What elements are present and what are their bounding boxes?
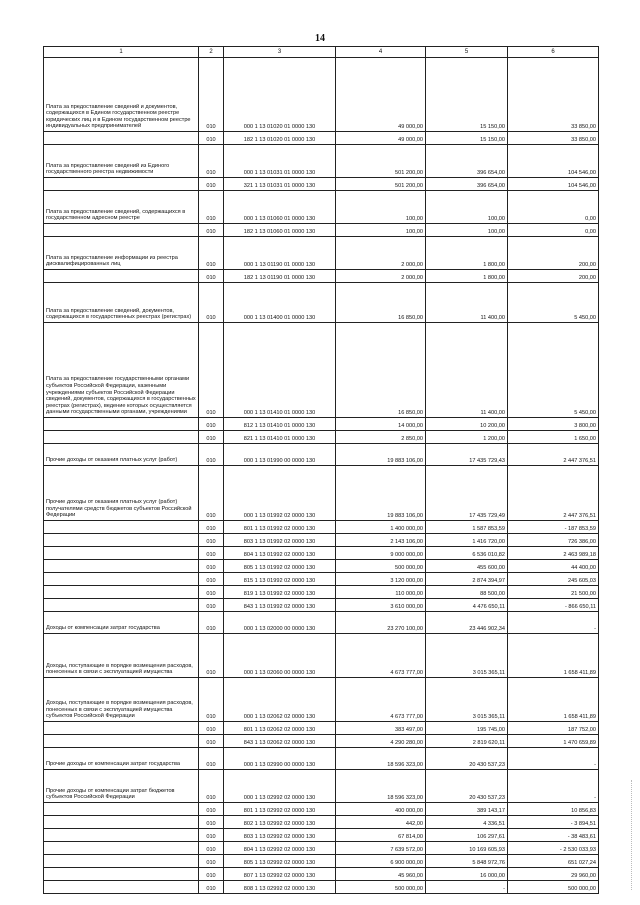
row-remainder-cell: 33 850,00: [508, 132, 599, 145]
row-kbk-cell: 000 1 13 01992 02 0000 130: [224, 466, 336, 521]
table-row: [44, 816, 599, 829]
header-col-3: 3: [224, 47, 336, 58]
row-code-cell: 010: [199, 224, 224, 237]
row-name-cell: [44, 547, 199, 560]
row-actual-cell: 15 150,00: [426, 58, 508, 132]
row-plan-cell: 100,00: [336, 191, 426, 224]
row-actual-cell: 4 336,51: [426, 816, 508, 829]
table-row: [44, 178, 599, 191]
row-code-cell: 010: [199, 868, 224, 881]
row-remainder-cell: -: [508, 612, 599, 634]
row-name-cell: Плата за предоставление сведений, содержащихся в государственном адресном реестре: [44, 191, 199, 224]
row-name-cell: Прочие доходы от оказания платных услуг (работ): [44, 444, 199, 466]
row-actual-cell: 17 435 729,49: [426, 466, 508, 521]
row-name-cell: [44, 132, 199, 145]
page-number: 14: [315, 33, 325, 44]
row-name-cell: Плата за предоставление государственными органами субъектов Российской Федерации, казенными учреждениями субъектов Российской Федерации сведений, документов, содержащихся в государственных реестрах (регистрах), ведение которых осуществляется данными государственными органами, учреждениями: [44, 323, 199, 418]
row-kbk-cell: 807 1 13 02992 02 0000 130: [224, 868, 336, 881]
row-plan-cell: 19 883 106,00: [336, 444, 426, 466]
row-actual-cell: 1 800,00: [426, 237, 508, 270]
row-kbk-cell: 801 1 13 02062 02 0000 130: [224, 722, 336, 735]
row-plan-cell: 4 673 777,00: [336, 634, 426, 678]
row-code-cell: 010: [199, 431, 224, 444]
row-remainder-cell: 651 027,24: [508, 855, 599, 868]
row-code-cell: 010: [199, 678, 224, 722]
row-plan-cell: 2 000,00: [336, 270, 426, 283]
row-code-cell: 010: [199, 829, 224, 842]
row-name-cell: [44, 881, 199, 894]
row-kbk-cell: 000 1 13 02990 00 0000 130: [224, 748, 336, 770]
row-actual-cell: 100,00: [426, 191, 508, 224]
row-remainder-cell: 200,00: [508, 270, 599, 283]
row-name-cell: Доходы, поступающие в порядке возмещения расходов, понесенных в связи с эксплуатацией имущества: [44, 634, 199, 678]
row-plan-cell: 2 000,00: [336, 237, 426, 270]
table-row: [44, 586, 599, 599]
header-col-2: 2: [199, 47, 224, 58]
row-name-cell: [44, 178, 199, 191]
row-code-cell: 010: [199, 191, 224, 224]
row-kbk-cell: 321 1 13 01031 01 0000 130: [224, 178, 336, 191]
row-name-cell: [44, 560, 199, 573]
row-plan-cell: 49 000,00: [336, 132, 426, 145]
row-remainder-cell: 0,00: [508, 224, 599, 237]
row-plan-cell: 14 000,00: [336, 418, 426, 431]
row-actual-cell: 4 476 650,11: [426, 599, 508, 612]
row-plan-cell: 400 000,00: [336, 803, 426, 816]
row-plan-cell: 45 960,00: [336, 868, 426, 881]
row-remainder-cell: - 187 853,59: [508, 521, 599, 534]
row-code-cell: 010: [199, 237, 224, 270]
row-actual-cell: 396 654,00: [426, 145, 508, 178]
row-plan-cell: 16 850,00: [336, 323, 426, 418]
row-plan-cell: 16 850,00: [336, 283, 426, 323]
table-row: [44, 829, 599, 842]
row-code-cell: 010: [199, 283, 224, 323]
table-row: [44, 881, 599, 894]
row-actual-cell: 88 500,00: [426, 586, 508, 599]
row-plan-cell: 500 000,00: [336, 560, 426, 573]
row-actual-cell: 1 200,00: [426, 431, 508, 444]
table-row: [44, 323, 599, 418]
row-remainder-cell: 1 470 659,89: [508, 735, 599, 748]
table-row: [44, 237, 599, 270]
row-plan-cell: 100,00: [336, 224, 426, 237]
revenue-table: [43, 46, 599, 894]
table-row: [44, 444, 599, 466]
row-actual-cell: 2 819 620,11: [426, 735, 508, 748]
row-remainder-cell: 726 386,00: [508, 534, 599, 547]
row-kbk-cell: 182 1 13 01190 01 0000 130: [224, 270, 336, 283]
table-row: [44, 855, 599, 868]
row-kbk-cell: 182 1 13 01060 01 0000 130: [224, 224, 336, 237]
table-row: [44, 224, 599, 237]
row-code-cell: 010: [199, 132, 224, 145]
table-row: [44, 418, 599, 431]
row-name-cell: [44, 586, 199, 599]
row-remainder-cell: -: [508, 770, 599, 803]
row-kbk-cell: 843 1 13 01992 02 0000 130: [224, 599, 336, 612]
row-name-cell: Доходы от компенсации затрат государства: [44, 612, 199, 634]
row-kbk-cell: 804 1 13 02992 02 0000 130: [224, 842, 336, 855]
row-kbk-cell: 000 1 13 01060 01 0000 130: [224, 191, 336, 224]
row-code-cell: 010: [199, 547, 224, 560]
row-plan-cell: 19 883 106,00: [336, 466, 426, 521]
table-row: [44, 842, 599, 855]
row-kbk-cell: 819 1 13 01992 02 0000 130: [224, 586, 336, 599]
row-kbk-cell: 812 1 13 01410 01 0000 130: [224, 418, 336, 431]
row-plan-cell: 9 000 000,00: [336, 547, 426, 560]
row-kbk-cell: 802 1 13 02992 02 0000 130: [224, 816, 336, 829]
row-code-cell: 010: [199, 722, 224, 735]
table-row: [44, 547, 599, 560]
row-plan-cell: 1 400 000,00: [336, 521, 426, 534]
row-name-cell: [44, 735, 199, 748]
row-code-cell: 010: [199, 881, 224, 894]
row-plan-cell: 67 814,00: [336, 829, 426, 842]
row-actual-cell: 1 800,00: [426, 270, 508, 283]
row-actual-cell: 16 000,00: [426, 868, 508, 881]
header-col-6: 6: [508, 47, 599, 58]
row-actual-cell: 3 015 365,11: [426, 634, 508, 678]
table-row: [44, 868, 599, 881]
row-kbk-cell: 843 1 13 02062 02 0000 130: [224, 735, 336, 748]
table-row: [44, 283, 599, 323]
row-kbk-cell: 803 1 13 01992 02 0000 130: [224, 534, 336, 547]
row-name-cell: [44, 270, 199, 283]
table-row: [44, 770, 599, 803]
row-plan-cell: 6 900 000,00: [336, 855, 426, 868]
row-code-cell: 010: [199, 586, 224, 599]
row-remainder-cell: 500 000,00: [508, 881, 599, 894]
row-actual-cell: 1 587 853,59: [426, 521, 508, 534]
row-code-cell: 010: [199, 735, 224, 748]
row-plan-cell: 7 639 572,00: [336, 842, 426, 855]
row-kbk-cell: 000 1 13 01031 01 0000 130: [224, 145, 336, 178]
row-name-cell: [44, 803, 199, 816]
row-actual-cell: -: [426, 881, 508, 894]
row-remainder-cell: - 38 483,61: [508, 829, 599, 842]
row-actual-cell: 106 297,61: [426, 829, 508, 842]
row-code-cell: 010: [199, 612, 224, 634]
row-name-cell: Доходы, поступающие в порядке возмещения расходов, понесенных в связи с эксплуатацией имущества субъектов Российской Федерации: [44, 678, 199, 722]
row-actual-cell: 10 169 605,93: [426, 842, 508, 855]
row-code-cell: 010: [199, 634, 224, 678]
row-actual-cell: 20 430 537,23: [426, 748, 508, 770]
row-kbk-cell: 000 1 13 01410 01 0000 130: [224, 323, 336, 418]
row-code-cell: 010: [199, 560, 224, 573]
row-remainder-cell: 1 658 411,89: [508, 634, 599, 678]
row-plan-cell: 3 120 000,00: [336, 573, 426, 586]
row-name-cell: [44, 573, 199, 586]
table-header-row: [44, 47, 599, 58]
row-plan-cell: 501 200,00: [336, 178, 426, 191]
row-plan-cell: 49 000,00: [336, 58, 426, 132]
row-name-cell: [44, 224, 199, 237]
row-name-cell: Прочие доходы от компенсации затрат бюджетов субъектов Российской Федерации: [44, 770, 199, 803]
row-kbk-cell: 801 1 13 01992 02 0000 130: [224, 521, 336, 534]
row-remainder-cell: 187 752,00: [508, 722, 599, 735]
row-remainder-cell: - 3 894,51: [508, 816, 599, 829]
table-row: [44, 521, 599, 534]
row-plan-cell: 500 000,00: [336, 881, 426, 894]
row-code-cell: 010: [199, 770, 224, 803]
row-name-cell: Плата за предоставление сведений из Единого государственного реестра недвижимости: [44, 145, 199, 178]
row-actual-cell: 20 430 537,23: [426, 770, 508, 803]
table-row: [44, 803, 599, 816]
row-name-cell: [44, 829, 199, 842]
row-name-cell: [44, 842, 199, 855]
row-code-cell: 010: [199, 842, 224, 855]
row-code-cell: 010: [199, 816, 224, 829]
row-remainder-cell: 104 546,00: [508, 145, 599, 178]
row-kbk-cell: 000 1 13 01190 01 0000 130: [224, 237, 336, 270]
row-code-cell: 010: [199, 599, 224, 612]
row-code-cell: 010: [199, 521, 224, 534]
table-row: [44, 191, 599, 224]
row-kbk-cell: 805 1 13 02992 02 0000 130: [224, 855, 336, 868]
row-plan-cell: 442,00: [336, 816, 426, 829]
row-code-cell: 010: [199, 145, 224, 178]
header-col-4: 4: [336, 47, 426, 58]
row-remainder-cell: 5 450,00: [508, 283, 599, 323]
row-remainder-cell: 5 450,00: [508, 323, 599, 418]
row-kbk-cell: 000 1 13 01400 01 0000 130: [224, 283, 336, 323]
row-name-cell: [44, 599, 199, 612]
row-kbk-cell: 182 1 13 01020 01 0000 130: [224, 132, 336, 145]
row-code-cell: 010: [199, 178, 224, 191]
row-remainder-cell: 200,00: [508, 237, 599, 270]
row-actual-cell: 3 015 365,11: [426, 678, 508, 722]
row-remainder-cell: -: [508, 748, 599, 770]
row-kbk-cell: 805 1 13 01992 02 0000 130: [224, 560, 336, 573]
table-row: [44, 466, 599, 521]
row-name-cell: [44, 431, 199, 444]
row-remainder-cell: 1 650,00: [508, 431, 599, 444]
table-row: [44, 560, 599, 573]
row-name-cell: Плата за предоставление сведений и документов, содержащихся в Едином государственном реестре юридических лиц и в Едином государственном реестре индивидуальных предпринимателей: [44, 58, 199, 132]
row-actual-cell: 455 600,00: [426, 560, 508, 573]
row-remainder-cell: - 866 650,11: [508, 599, 599, 612]
row-kbk-cell: 801 1 13 02992 02 0000 130: [224, 803, 336, 816]
table-row: [44, 678, 599, 722]
row-remainder-cell: 0,00: [508, 191, 599, 224]
row-name-cell: [44, 418, 199, 431]
table-row: [44, 145, 599, 178]
row-code-cell: 010: [199, 270, 224, 283]
row-code-cell: 010: [199, 58, 224, 132]
row-actual-cell: 11 400,00: [426, 323, 508, 418]
row-actual-cell: 2 874 394,97: [426, 573, 508, 586]
row-name-cell: [44, 521, 199, 534]
row-actual-cell: 23 446 902,34: [426, 612, 508, 634]
row-actual-cell: 5 848 972,76: [426, 855, 508, 868]
table-row: [44, 748, 599, 770]
row-remainder-cell: 1 658 411,89: [508, 678, 599, 722]
row-code-cell: 010: [199, 323, 224, 418]
row-kbk-cell: 000 1 13 01020 01 0000 130: [224, 58, 336, 132]
header-col-5: 5: [426, 47, 508, 58]
row-code-cell: 010: [199, 748, 224, 770]
row-actual-cell: 15 150,00: [426, 132, 508, 145]
row-code-cell: 010: [199, 534, 224, 547]
row-remainder-cell: 2 447 376,51: [508, 466, 599, 521]
row-remainder-cell: 10 856,83: [508, 803, 599, 816]
row-plan-cell: 3 610 000,00: [336, 599, 426, 612]
row-kbk-cell: 000 1 13 02992 02 0000 130: [224, 770, 336, 803]
row-plan-cell: 2 143 106,00: [336, 534, 426, 547]
table-row: [44, 270, 599, 283]
row-actual-cell: 6 536 010,82: [426, 547, 508, 560]
row-actual-cell: 396 654,00: [426, 178, 508, 191]
row-code-cell: 010: [199, 573, 224, 586]
row-plan-cell: 4 290 280,00: [336, 735, 426, 748]
row-remainder-cell: 29 960,00: [508, 868, 599, 881]
row-actual-cell: 389 143,17: [426, 803, 508, 816]
row-code-cell: 010: [199, 466, 224, 521]
row-code-cell: 010: [199, 803, 224, 816]
table-row: [44, 573, 599, 586]
row-name-cell: Прочие доходы от компенсации затрат государства: [44, 748, 199, 770]
row-plan-cell: 383 497,00: [336, 722, 426, 735]
table-row: [44, 722, 599, 735]
row-name-cell: [44, 855, 199, 868]
table-row: [44, 735, 599, 748]
row-plan-cell: 2 850,00: [336, 431, 426, 444]
table-row: [44, 132, 599, 145]
row-actual-cell: 100,00: [426, 224, 508, 237]
row-kbk-cell: 000 1 13 02062 02 0000 130: [224, 678, 336, 722]
row-kbk-cell: 000 1 13 02060 00 0000 130: [224, 634, 336, 678]
row-remainder-cell: - 2 530 033,93: [508, 842, 599, 855]
row-kbk-cell: 808 1 13 02992 02 0000 130: [224, 881, 336, 894]
row-remainder-cell: 33 850,00: [508, 58, 599, 132]
row-plan-cell: 18 596 323,00: [336, 770, 426, 803]
row-name-cell: [44, 722, 199, 735]
margin-mark: [631, 780, 634, 890]
row-plan-cell: 18 596 323,00: [336, 748, 426, 770]
table-row: [44, 431, 599, 444]
table-row: [44, 534, 599, 547]
row-actual-cell: 10 200,00: [426, 418, 508, 431]
row-kbk-cell: 000 1 13 01990 00 0000 130: [224, 444, 336, 466]
row-kbk-cell: 804 1 13 01992 02 0000 130: [224, 547, 336, 560]
table-row: [44, 634, 599, 678]
row-remainder-cell: 44 400,00: [508, 560, 599, 573]
row-plan-cell: 23 270 100,00: [336, 612, 426, 634]
row-actual-cell: 195 745,00: [426, 722, 508, 735]
table-row: [44, 58, 599, 132]
row-actual-cell: 11 400,00: [426, 283, 508, 323]
row-actual-cell: 1 416 720,00: [426, 534, 508, 547]
row-code-cell: 010: [199, 418, 224, 431]
row-remainder-cell: 21 500,00: [508, 586, 599, 599]
row-plan-cell: 4 673 777,00: [336, 678, 426, 722]
row-code-cell: 010: [199, 444, 224, 466]
table-row: [44, 612, 599, 634]
row-name-cell: Плата за предоставление сведений, документов, содержащихся в государственных реестрах (регистрах): [44, 283, 199, 323]
row-kbk-cell: 803 1 13 02992 02 0000 130: [224, 829, 336, 842]
row-plan-cell: 110 000,00: [336, 586, 426, 599]
row-kbk-cell: 815 1 13 01992 02 0000 130: [224, 573, 336, 586]
row-actual-cell: 17 435 729,43: [426, 444, 508, 466]
row-remainder-cell: 3 800,00: [508, 418, 599, 431]
row-code-cell: 010: [199, 855, 224, 868]
row-name-cell: [44, 816, 199, 829]
table-row: [44, 599, 599, 612]
row-remainder-cell: 104 546,00: [508, 178, 599, 191]
row-remainder-cell: 2 463 989,18: [508, 547, 599, 560]
row-kbk-cell: 821 1 13 01410 01 0000 130: [224, 431, 336, 444]
header-col-1: 1: [44, 47, 199, 58]
row-kbk-cell: 000 1 13 02000 00 0000 130: [224, 612, 336, 634]
row-name-cell: Плата за предоставление информации из реестра дисквалифицированных лиц: [44, 237, 199, 270]
row-remainder-cell: 2 447 376,51: [508, 444, 599, 466]
row-remainder-cell: 245 605,03: [508, 573, 599, 586]
row-plan-cell: 501 200,00: [336, 145, 426, 178]
row-name-cell: [44, 868, 199, 881]
row-name-cell: [44, 534, 199, 547]
row-name-cell: Прочие доходы от оказания платных услуг (работ) получателями средств бюджетов субъектов Российской Федерации: [44, 466, 199, 521]
